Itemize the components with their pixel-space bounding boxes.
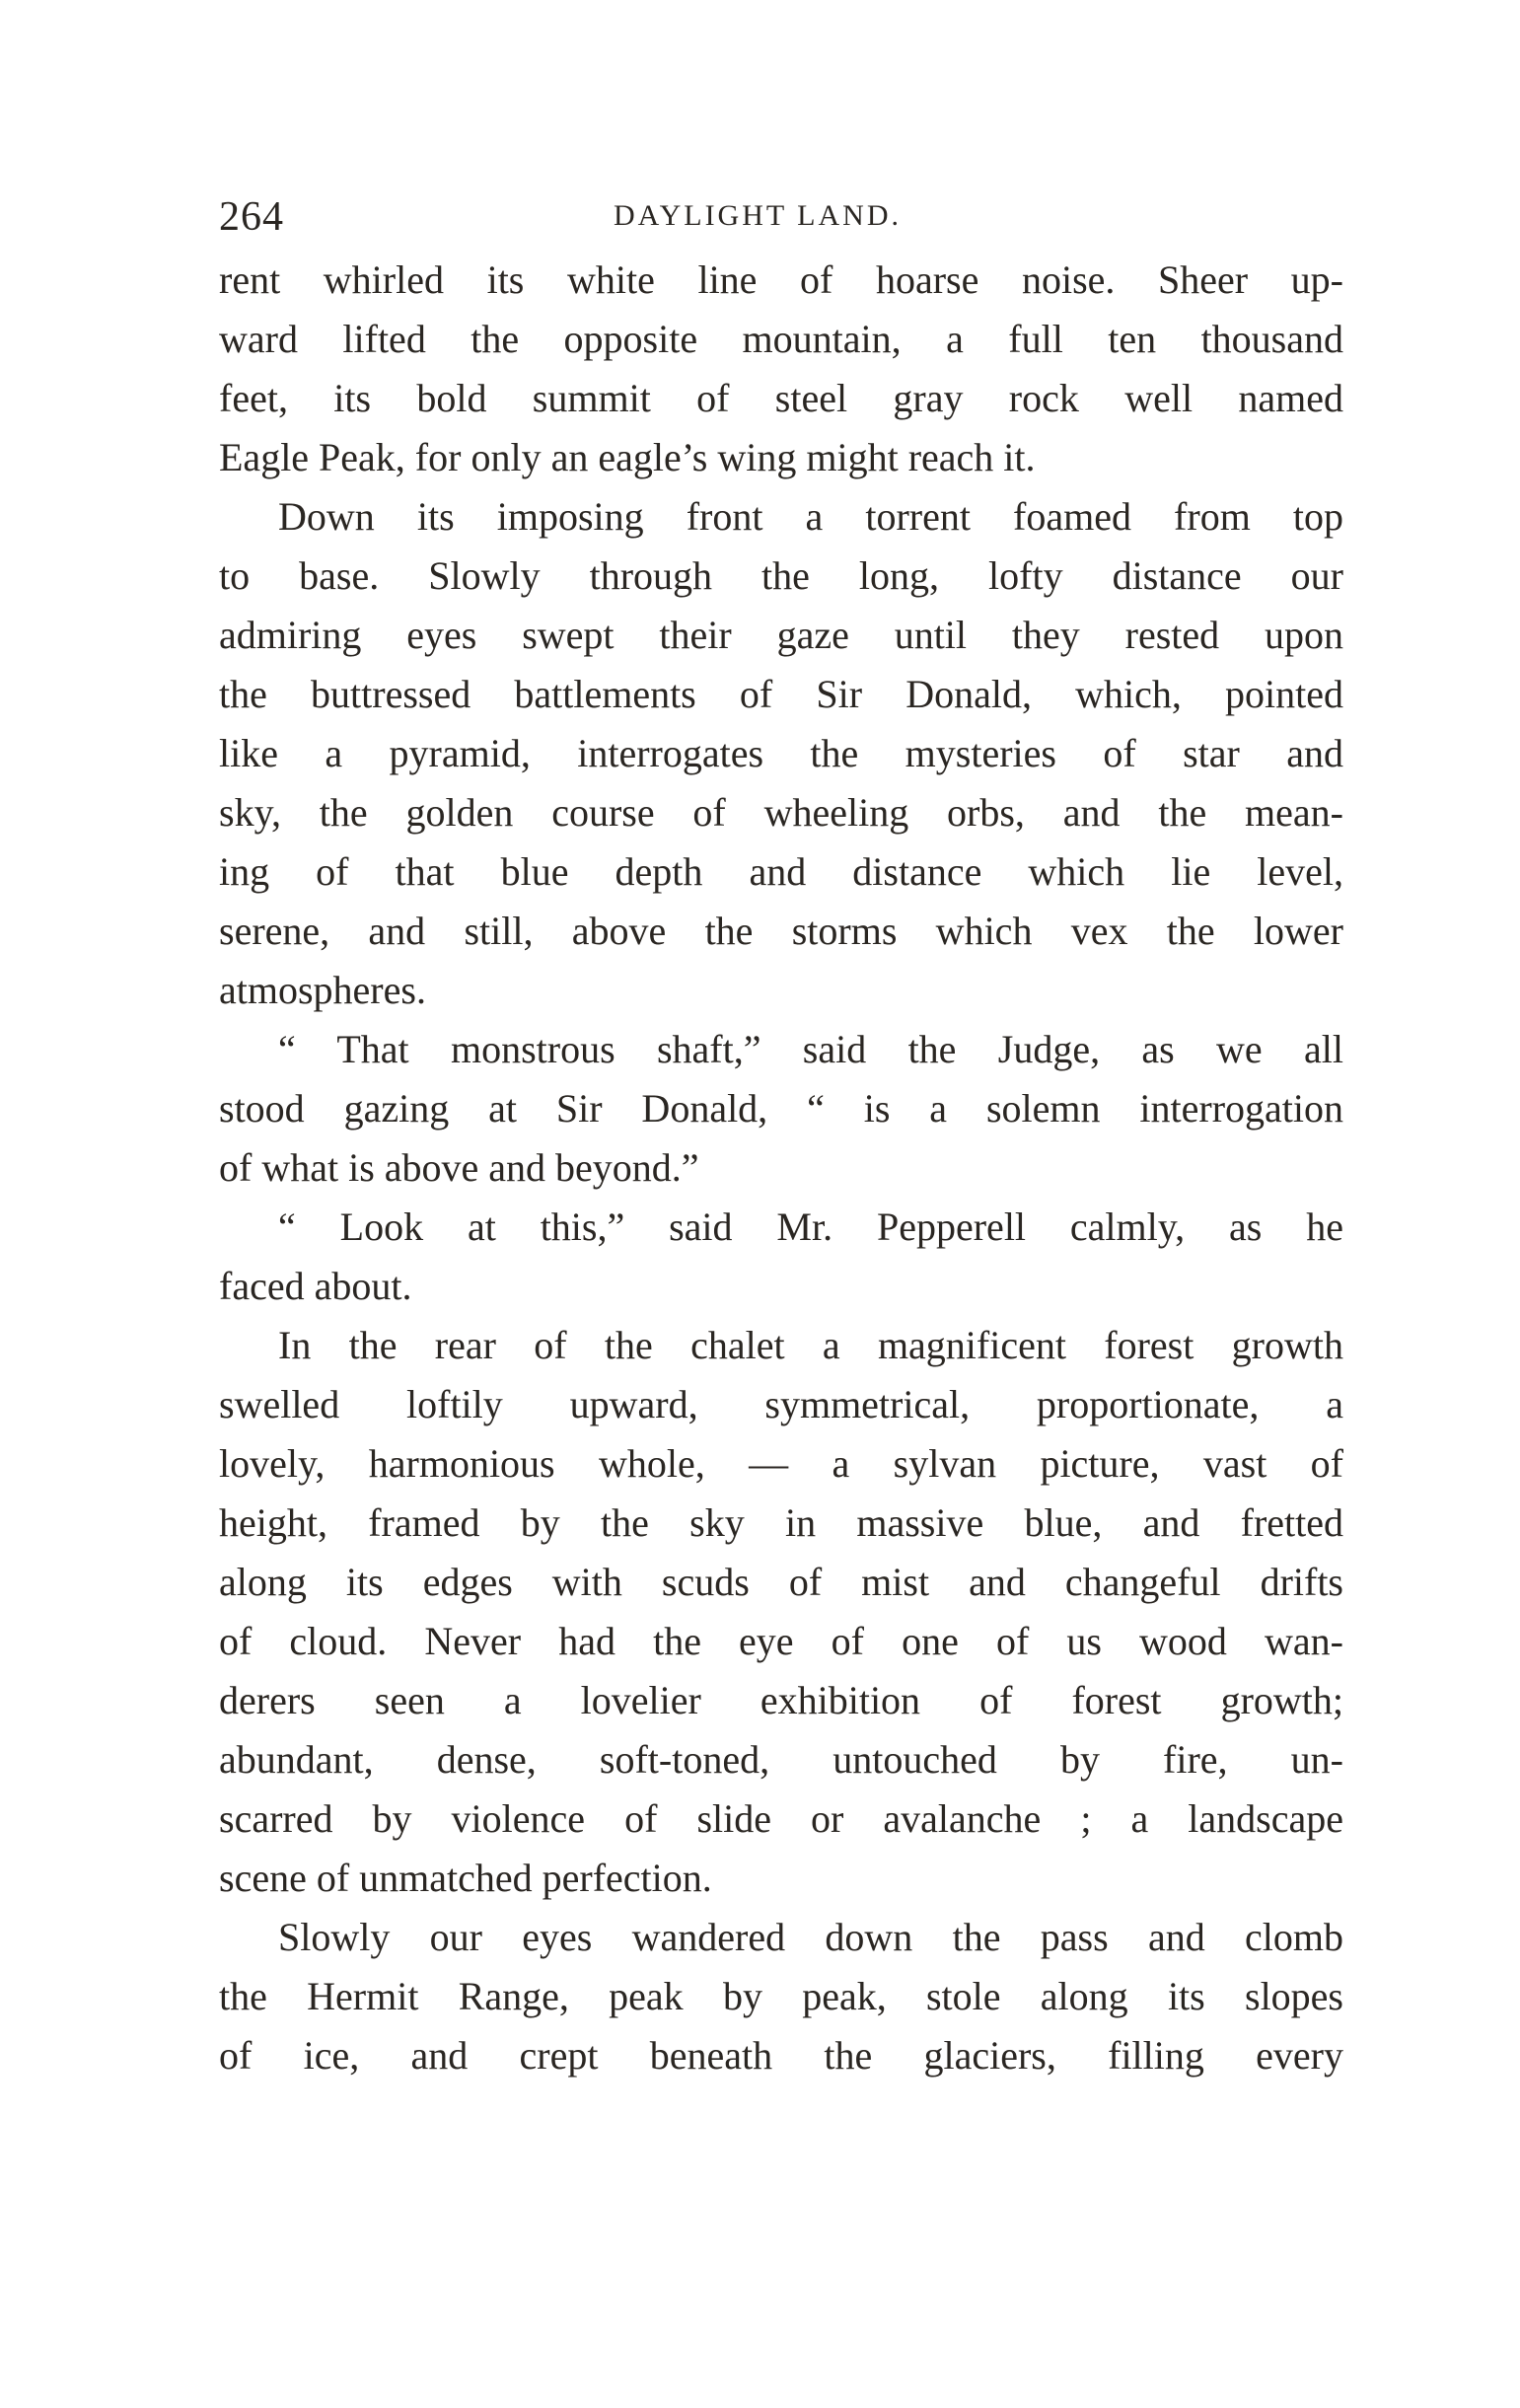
text-line: ing of that blue depth and distance which lie level, xyxy=(219,849,1343,894)
text-line: In the rear of the chalet a magnificent forest growth xyxy=(278,1323,1343,1367)
text-line: abundant, dense, soft-toned, untouched by fire, un- xyxy=(219,1737,1343,1782)
text-line: stood gazing at Sir Donald, “ is a solemn interrogation xyxy=(219,1086,1343,1131)
text-line: rent whirled its white line of hoarse noise. Sheer up- xyxy=(219,257,1343,302)
text-line: sky, the golden course of wheeling orbs, and the mean- xyxy=(219,790,1343,835)
text-line: admiring eyes swept their gaze until they rested upon xyxy=(219,613,1343,657)
running-head: DAYLIGHT LAND. xyxy=(614,199,902,232)
text-line: along its edges with scuds of mist and changeful drifts xyxy=(219,1560,1343,1604)
text-line: feet, its bold summit of steel gray rock well named xyxy=(219,376,1343,420)
text-line: like a pyramid, interrogates the mysteries of star and xyxy=(219,731,1343,775)
text-line: serene, and still, above the storms which vex the lower xyxy=(219,909,1343,953)
text-line: lovely, harmonious whole, — a sylvan picture, vast of xyxy=(219,1441,1343,1486)
text-line: Slowly our eyes wandered down the pass and clomb xyxy=(278,1915,1343,1959)
text-line: derers seen a lovelier exhibition of forest growth; xyxy=(219,1678,1343,1722)
text-line: atmospheres. xyxy=(219,968,426,1012)
text-line: scene of unmatched perfection. xyxy=(219,1856,712,1900)
text-line: faced about. xyxy=(219,1264,412,1308)
text-line: of cloud. Never had the eye of one of us wood wan- xyxy=(219,1619,1343,1663)
text-line: of ice, and crept beneath the glaciers, filling every xyxy=(219,2033,1343,2078)
page-header xyxy=(219,193,1343,253)
text-line: scarred by violence of slide or avalanche ; a landscape xyxy=(219,1796,1343,1841)
text-line: Eagle Peak, for only an eagle’s wing might reach it. xyxy=(219,435,1036,479)
text-line: height, framed by the sky in massive blue, and fretted xyxy=(219,1500,1343,1545)
text-line: Down its imposing front a torrent foamed from top xyxy=(278,494,1343,539)
text-line: of what is above and beyond.” xyxy=(219,1145,699,1190)
text-line: ward lifted the opposite mountain, a full ten thousand xyxy=(219,317,1343,361)
page-number: 264 xyxy=(219,194,284,240)
text-line: “ That monstrous shaft,” said the Judge, as we all xyxy=(278,1027,1343,1071)
text-line: swelled loftily upward, symmetrical, proportionate, a xyxy=(219,1382,1343,1426)
body-text xyxy=(219,251,1343,2085)
text-line: “ Look at this,” said Mr. Pepperell calmly, as he xyxy=(278,1204,1343,1249)
text-line: the buttressed battlements of Sir Donald, which, pointed xyxy=(219,672,1343,716)
text-line: the Hermit Range, peak by peak, stole along its slopes xyxy=(219,1974,1343,2018)
text-line: to base. Slowly through the long, lofty distance our xyxy=(219,553,1343,598)
